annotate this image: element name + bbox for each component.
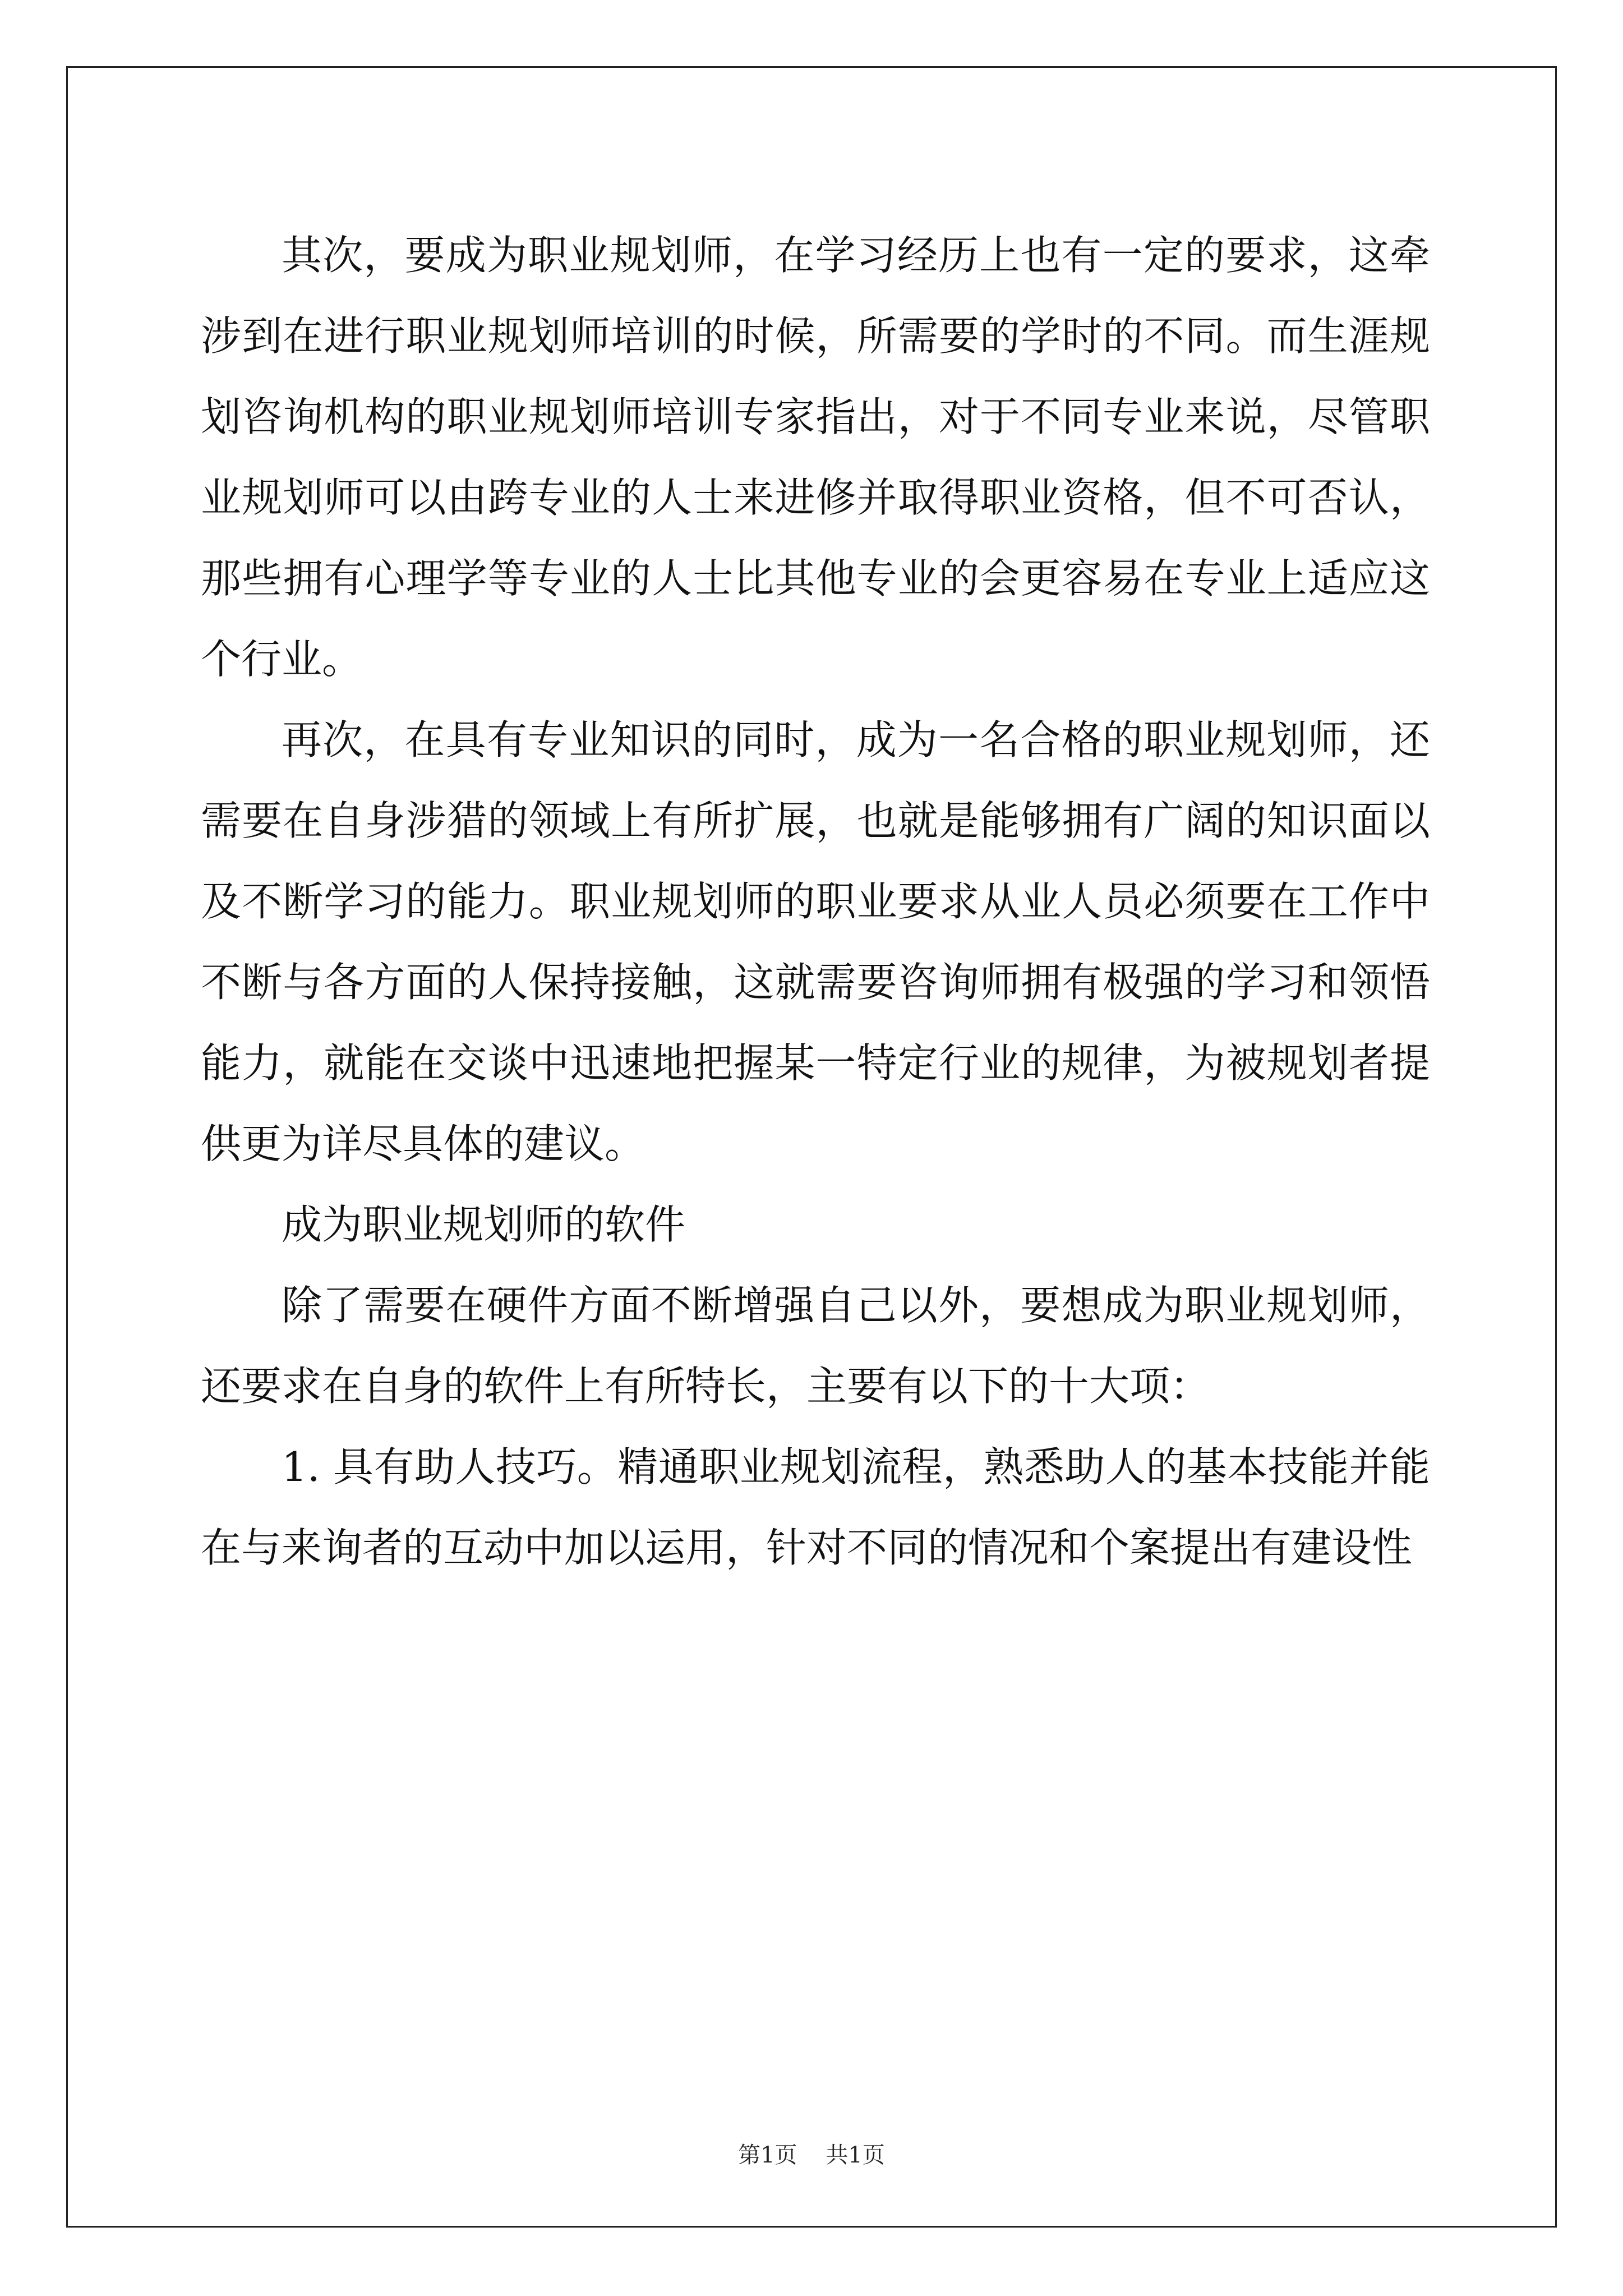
- paragraph-1: 其次，要成为职业规划师，在学习经历上也有一定的要求，这牵涉到在进行职业规划师培训的时候，所需要的学时的不同。而生涯规划咨询机构的职业规划师培训专家指出，对于不同专业来说，尽管职业规划师可以由跨专业的人士来进修并取得职业资格，但不可否认，那些拥有心理学等专业的人士比其他专业的会更容易在专业上适应这个行业。: [201, 232, 1430, 683]
- page-footer: 第1页 共1页: [738, 2142, 885, 2168]
- paragraph-4: 1. 具有助人技巧。精通职业规划流程，熟悉助人的基本技能并能在与来询者的互动中加以运用，针对不同的情况和个案提出有建设性: [201, 1443, 1430, 1571]
- paragraph-3: 除了需要在硬件方面不断增强自己以外，要想成为职业规划师，还要求在自身的软件上有所特长，主要有以下的十大项：: [201, 1282, 1430, 1410]
- section-heading: 成为职业规划师的软件: [282, 1201, 686, 1248]
- paragraph-2: 再次，在具有专业知识的同时，成为一名合格的职业规划师，还需要在自身涉猎的领域上有所扩展，也就是能够拥有广阔的知识面以及不断学习的能力。职业规划师的职业要求从业人员必须要在工作中不断与各方面的人保持接触，这就需要咨询师拥有极强的学习和领悟能力，就能在交谈中迅速地把握某一特定行业的规律，为被规划者提供更为详尽具体的建议。: [201, 716, 1430, 1167]
- document-body: [201, 215, 1430, 1588]
